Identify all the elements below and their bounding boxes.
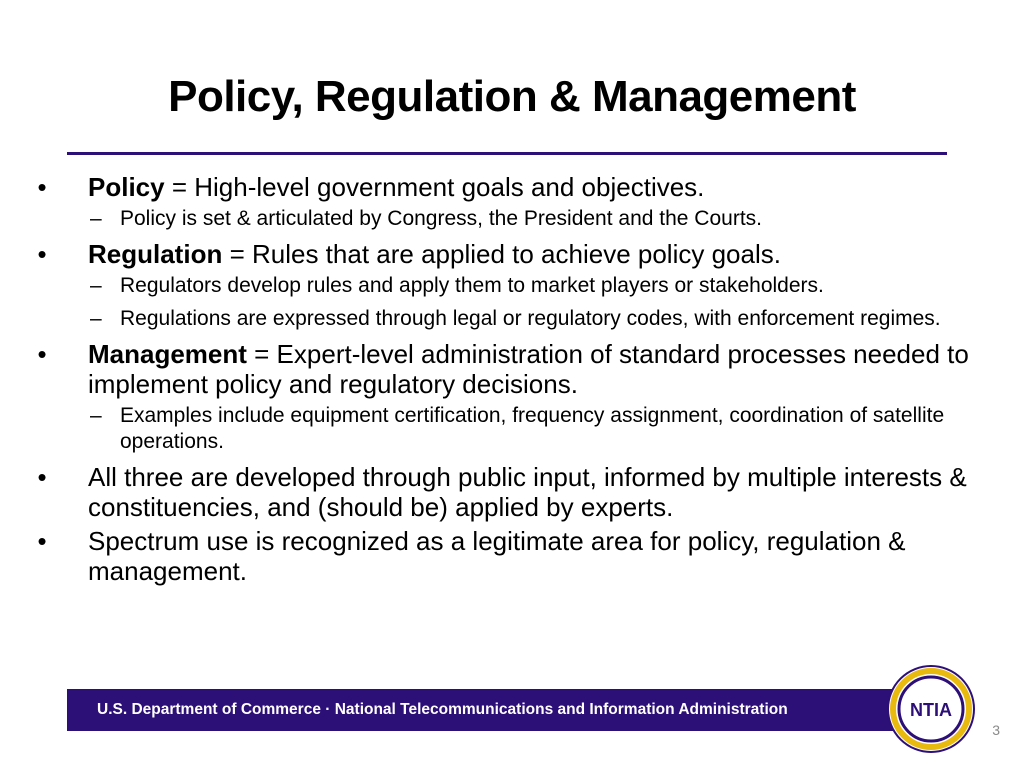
bullet-policy [32, 172, 1002, 202]
bullet-public-input [32, 462, 1002, 522]
sub-bullet-text: Policy is set & articulated by Congress, the President and the Courts. [120, 207, 762, 230]
ntia-seal-logo [886, 664, 976, 754]
bullet-text: = High-level government goals and objectives. [164, 172, 705, 202]
footer-text: U.S. Department of Commerce · National Telecommunications and Information Administration [97, 701, 788, 718]
footer-bar [67, 689, 917, 731]
bullet-marker: • [37, 339, 47, 369]
sub-bullet [32, 306, 1002, 332]
bullet-text: Spectrum use is recognized as a legitimate area for policy, regulation & management. [88, 526, 906, 586]
bullet-marker: • [37, 526, 47, 556]
slide-body [32, 172, 1002, 590]
dash-marker: – [90, 307, 102, 330]
sub-bullet-text: Regulators develop rules and apply them to market players or stakeholders. [120, 274, 824, 297]
bullet-management [32, 339, 1002, 399]
page-number: 3 [992, 722, 1000, 738]
sub-bullet [32, 403, 1002, 455]
bullet-spectrum [32, 526, 1002, 586]
bullet-regulation [32, 239, 1002, 269]
logo-text: NTIA [910, 700, 952, 720]
bullet-text: = Rules that are applied to achieve policy goals. [222, 239, 781, 269]
title-divider [67, 152, 947, 155]
sub-bullet [32, 273, 1002, 299]
bullet-text: All three are developed through public input, informed by multiple interests & constituencies, and (should be) applied by experts. [88, 462, 967, 522]
bullet-term: Policy [88, 172, 165, 202]
bullet-marker: • [37, 172, 47, 202]
bullet-marker: • [37, 462, 47, 492]
bullet-marker: • [37, 239, 47, 269]
sub-bullet [32, 206, 1002, 232]
bullet-term: Management [88, 339, 247, 369]
sub-bullet-text: Examples include equipment certification, frequency assignment, coordination of satellite operations. [120, 404, 945, 453]
dash-marker: – [90, 274, 102, 297]
dash-marker: – [90, 207, 102, 230]
sub-bullet-text: Regulations are expressed through legal or regulatory codes, with enforcement regimes. [120, 307, 941, 330]
slide-title: Policy, Regulation & Management [168, 72, 856, 121]
bullet-text: = Expert-level administration of standard processes needed to implement policy and regulatory decisions. [88, 339, 969, 399]
dash-marker: – [90, 404, 102, 427]
bullet-term: Regulation [88, 239, 223, 269]
